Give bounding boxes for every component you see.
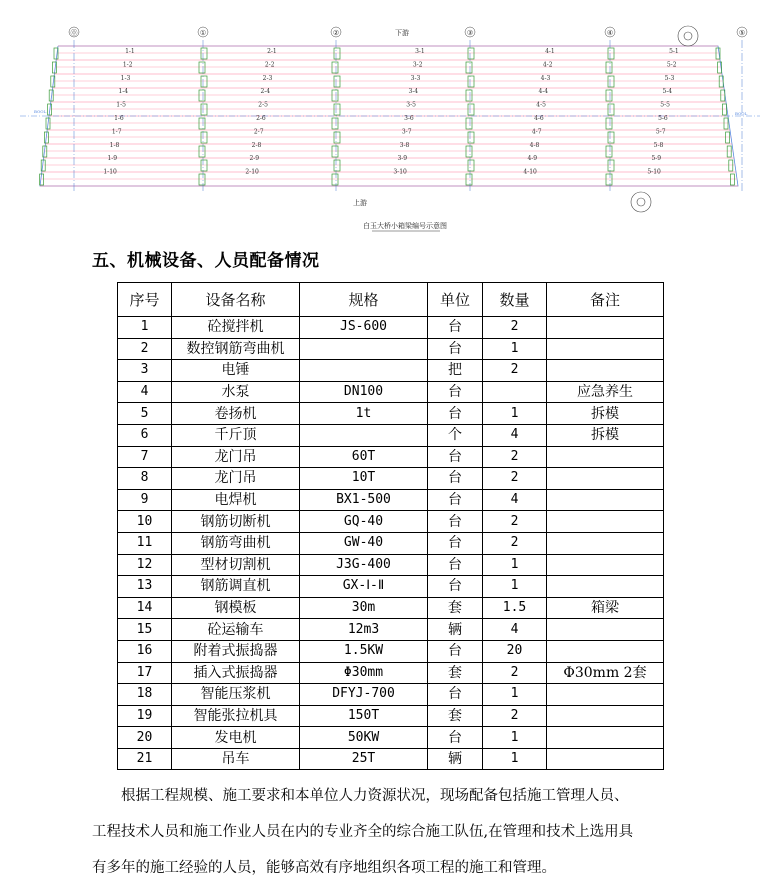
girder-number: 4-2 [542,61,553,69]
cell-index: 6 [118,424,172,446]
cell-unit: 台 [428,511,483,533]
cell-unit: 辆 [428,748,483,770]
cell-index: 15 [118,619,172,641]
table-row [118,532,664,554]
cell-equipment-name: 电锤 [172,360,300,382]
staffing-paragraph-line-1: 根据工程规模、施工要求和本单位人力资源状况，现场配备包括施工管理人员、 [121,788,629,804]
cell-remark [547,554,664,576]
cell-spec [300,338,428,360]
cell-remark [547,748,664,770]
cell-quantity [483,381,547,403]
girder-number: 5-8 [653,141,664,149]
cell-remark [547,446,664,468]
cell-unit: 台 [428,338,483,360]
cell-equipment-name: 吊车 [172,748,300,770]
drawing-side-marker-left: BOOL [34,109,47,114]
girder-numbering-drawing [0,0,782,238]
cell-quantity: 2 [483,511,547,533]
girder-number: 5-3 [664,74,675,82]
cell-quantity: 1 [483,338,547,360]
column-header: 规格 [300,283,428,317]
cell-unit: 套 [428,705,483,727]
cell-equipment-name: 千斤顶 [172,424,300,446]
table-header-row [118,283,664,317]
cell-spec: 30m [300,597,428,619]
cell-index: 20 [118,727,172,749]
cell-spec: 50KW [300,727,428,749]
column-header: 单位 [428,283,483,317]
cell-quantity: 2 [483,360,547,382]
cell-quantity: 2 [483,662,547,684]
cell-index: 2 [118,338,172,360]
table-row [118,468,664,490]
cell-quantity: 1 [483,576,547,598]
table-row [118,360,664,382]
cell-quantity: 1 [483,684,547,706]
cell-spec: 12m3 [300,619,428,641]
cell-remark [547,468,664,490]
cell-spec: BX1-500 [300,489,428,511]
cell-remark [547,489,664,511]
axis-label: ④ [606,29,614,37]
cell-equipment-name: 钢筋弯曲机 [172,532,300,554]
column-header: 序号 [118,283,172,317]
axis-label: ② [332,29,340,37]
girder-number: 2-6 [256,115,266,122]
cell-unit: 台 [428,640,483,662]
cell-index: 10 [118,511,172,533]
girder-number: 3-3 [410,74,421,82]
cell-spec: DFYJ-700 [300,684,428,706]
girder-number: 5-2 [666,61,677,69]
cell-spec [300,360,428,382]
table-row [118,338,664,360]
cell-index: 5 [118,403,172,425]
table-row [118,446,664,468]
cell-quantity: 1 [483,727,547,749]
girder-number: 2-9 [249,155,260,163]
girder-number: 4-1 [545,48,555,55]
girder-number: 3-8 [399,141,410,149]
cell-equipment-name: 水泵 [172,381,300,403]
table-row [118,554,664,576]
cell-quantity: 2 [483,446,547,468]
cell-index: 17 [118,662,172,684]
cell-index: 3 [118,360,172,382]
column-header: 备注 [547,283,664,317]
table-row [118,619,664,641]
table-row [118,662,664,684]
cell-index: 19 [118,705,172,727]
cell-unit: 台 [428,446,483,468]
cell-quantity: 4 [483,619,547,641]
cell-unit: 台 [428,468,483,490]
cell-quantity: 1 [483,748,547,770]
cell-unit: 台 [428,576,483,598]
cell-equipment-name: 智能压浆机 [172,684,300,706]
cell-remark [547,360,664,382]
cell-remark [547,640,664,662]
cell-index: 9 [118,489,172,511]
table-row [118,705,664,727]
girder-number: 2-8 [251,141,262,149]
cell-unit: 个 [428,424,483,446]
staffing-paragraph-line-2: 工程技术人员和施工作业人员在内的专业齐全的综合施工队伍,在管理和技术上选用具 [92,824,634,840]
cell-spec: 150T [300,705,428,727]
cell-unit: 台 [428,684,483,706]
cell-spec: DN100 [300,381,428,403]
cell-remark: 拆模 [547,424,664,446]
cell-equipment-name: 砼运输车 [172,619,300,641]
girder-number: 5-10 [647,168,661,176]
cell-quantity: 1 [483,554,547,576]
table-row [118,727,664,749]
column-header: 数量 [483,283,547,317]
table-row [118,403,664,425]
girder-number: 4-6 [534,115,544,122]
cell-index: 16 [118,640,172,662]
cell-remark [547,317,664,339]
cell-remark [547,705,664,727]
cell-equipment-name: 型材切割机 [172,554,300,576]
girder-number: 1-10 [103,168,117,176]
girder-number: 2-4 [260,88,271,96]
cell-index: 18 [118,684,172,706]
cell-equipment-name: 砼搅拌机 [172,317,300,339]
cell-spec: J3G-400 [300,554,428,576]
table-row [118,640,664,662]
girder-number: 4-7 [531,128,542,136]
cell-unit: 台 [428,381,483,403]
table-row [118,684,664,706]
cell-spec: 1t [300,403,428,425]
girder-number: 1-5 [116,101,126,109]
cell-remark: 应急养生 [547,381,664,403]
cell-index: 21 [118,748,172,770]
table-row [118,424,664,446]
cell-unit: 套 [428,662,483,684]
cell-quantity: 4 [483,489,547,511]
girder-number: 5-9 [651,155,662,163]
girder-number: 2-5 [258,101,268,109]
girder-number: 3-7 [401,128,412,136]
axis-label: ⓪ [70,29,78,37]
table-row [118,597,664,619]
girder-number: 3-5 [406,101,416,109]
drawing-top-label: 下游 [395,29,409,37]
cell-remark [547,532,664,554]
girder-number: 3-4 [408,88,419,96]
cell-spec: Φ30mm [300,662,428,684]
cell-equipment-name: 卷扬机 [172,403,300,425]
girder-number: 1-3 [120,74,131,82]
girder-number: 1-1 [125,48,135,55]
cell-equipment-name: 发电机 [172,727,300,749]
cell-quantity: 2 [483,705,547,727]
girder-number: 4-8 [529,141,540,149]
cell-index: 4 [118,381,172,403]
cell-remark [547,619,664,641]
cell-equipment-name: 插入式振捣器 [172,662,300,684]
cell-unit: 把 [428,360,483,382]
axis-label: ① [199,29,207,37]
cell-unit: 台 [428,489,483,511]
cell-equipment-name: 钢模板 [172,597,300,619]
cell-unit: 台 [428,554,483,576]
drawing-side-marker-right: BOOL [735,111,748,116]
cell-unit: 台 [428,403,483,425]
girder-number: 2-3 [262,74,273,82]
cell-index: 12 [118,554,172,576]
girder-number: 5-6 [658,115,668,122]
girder-number: 3-10 [393,168,407,176]
cell-remark: 拆模 [547,403,664,425]
cell-equipment-name: 龙门吊 [172,446,300,468]
cell-quantity: 2 [483,317,547,339]
girder-number: 3-6 [404,115,414,122]
drawing-bottom-label: 上游 [353,199,367,207]
cell-equipment-name: 电焊机 [172,489,300,511]
cell-spec: GQ-40 [300,511,428,533]
cell-spec: 10T [300,468,428,490]
girder-number: 1-7 [111,128,122,136]
cell-quantity: 20 [483,640,547,662]
cell-remark [547,338,664,360]
girder-number: 4-10 [523,168,537,176]
girder-number: 5-5 [660,101,670,109]
table-row [118,748,664,770]
cell-quantity: 1.5 [483,597,547,619]
cell-index: 14 [118,597,172,619]
cell-spec: 1.5KW [300,640,428,662]
girder-number: 3-1 [415,48,425,55]
table-row [118,576,664,598]
cell-remark [547,684,664,706]
equipment-table [117,282,664,770]
cell-equipment-name: 智能张拉机具 [172,705,300,727]
girder-number: 2-1 [267,48,277,55]
table-row [118,489,664,511]
staffing-paragraph-line-3: 有多年的施工经验的人员，能够高效有序地组织各项工程的施工和管理。 [92,860,556,876]
table-row [118,511,664,533]
cell-index: 11 [118,532,172,554]
cell-remark [547,576,664,598]
cell-quantity: 4 [483,424,547,446]
girder-number: 3-2 [412,61,423,69]
cell-remark [547,511,664,533]
girder-number: 2-10 [245,168,259,176]
cell-unit: 台 [428,317,483,339]
cell-quantity: 2 [483,532,547,554]
girder-number: 1-2 [122,61,133,69]
girder-number: 3-9 [397,155,408,163]
cell-unit: 套 [428,597,483,619]
column-header: 设备名称 [172,283,300,317]
table-row [118,317,664,339]
cell-index: 8 [118,468,172,490]
cell-equipment-name: 附着式振捣器 [172,640,300,662]
cell-quantity: 1 [483,403,547,425]
axis-label: ③ [466,29,474,37]
cell-remark [547,727,664,749]
cell-remark: 箱梁 [547,597,664,619]
girder-number: 1-6 [114,115,124,122]
girder-number: 4-9 [527,155,538,163]
girder-number: 2-2 [264,61,275,69]
girder-number: 1-9 [107,155,118,163]
drawing-caption: 白玉大桥小箱梁编号示意图 [363,222,447,230]
girder-number: 1-4 [118,88,129,96]
girder-number: 5-1 [669,48,679,55]
girder-number: 5-4 [662,88,673,96]
girder-number: 1-8 [109,141,120,149]
cell-equipment-name: 龙门吊 [172,468,300,490]
cell-unit: 辆 [428,619,483,641]
cell-spec: JS-600 [300,317,428,339]
cell-index: 13 [118,576,172,598]
cell-equipment-name: 钢筋切断机 [172,511,300,533]
section-heading: 五、机械设备、人员配备情况 [92,251,320,271]
cell-remark: Φ30mm 2套 [547,662,664,684]
axis-label: ⑤ [738,29,746,37]
girder-number: 4-3 [540,74,551,82]
cell-spec: GX-Ⅰ-Ⅱ [300,576,428,598]
cell-spec [300,424,428,446]
cell-quantity: 2 [483,468,547,490]
cell-index: 7 [118,446,172,468]
cell-unit: 台 [428,727,483,749]
girder-number: 5-7 [655,128,666,136]
cell-index: 1 [118,317,172,339]
girder-number: 4-5 [536,101,546,109]
cell-spec: GW-40 [300,532,428,554]
cell-unit: 台 [428,532,483,554]
cell-equipment-name: 数控钢筋弯曲机 [172,338,300,360]
table-row [118,381,664,403]
girder-number: 2-7 [253,128,264,136]
cell-spec: 25T [300,748,428,770]
table-body [118,317,664,770]
cell-spec: 60T [300,446,428,468]
girder-number: 4-4 [538,88,549,96]
cell-equipment-name: 钢筋调直机 [172,576,300,598]
